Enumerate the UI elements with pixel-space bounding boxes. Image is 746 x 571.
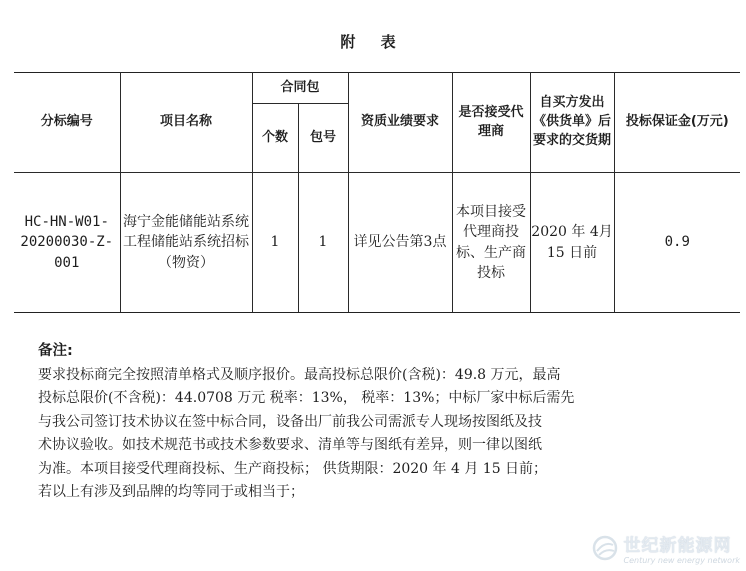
page-title: 附 表 [340, 33, 406, 51]
remarks-section [38, 340, 708, 505]
watermark-en: Century new energy network [623, 556, 740, 565]
remarks-line: 要求投标商完全按照清单格式及顺序报价。最高投标总限价(含税)：49.8 万元，最高 [38, 366, 561, 383]
bid-lot-table [14, 72, 740, 313]
table-header-row [14, 73, 740, 104]
header-count: 个数 [252, 104, 298, 173]
header-project-name: 项目名称 [120, 73, 252, 173]
cell-delivery: 2020 年 4月 15 日前 [530, 173, 614, 313]
cell-project-name: 海宁金能储能站系统工程储能站系统招标（物资） [120, 173, 252, 313]
cell-qualification: 详见公告第3点 [348, 173, 452, 313]
header-delivery: 自买方发出《供货单》后要求的交货期 [530, 73, 614, 173]
cell-pack-no: 1 [298, 173, 348, 313]
watermark [592, 531, 740, 565]
watermark-cn: 世纪新能源网 [623, 536, 732, 556]
remarks-title: 备注: [38, 343, 73, 359]
header-contract-pack: 合同包 [252, 73, 348, 104]
cell-deposit: 0.9 [614, 173, 740, 313]
header-qualification: 资质业绩要求 [348, 73, 452, 173]
remarks-line: 与我公司签订技术协议在签中标合同，设备出厂前我公司需派专人现场按图纸及技 [38, 413, 542, 430]
remarks-line: 投标总限价(不含税)：44.0708 万元 税率：13%， 税率：13%；中标厂家中标后需先 [38, 390, 575, 406]
remarks-line: 若以上有涉及到品牌的均等同于或相当于； [38, 484, 304, 500]
cell-agent: 本项目接受代理商投标、生产商投标 [452, 173, 530, 313]
header-deposit: 投标保证金(万元) [614, 73, 740, 173]
header-pack-no: 包号 [298, 104, 348, 173]
table-row [14, 173, 740, 313]
remarks-line: 术协议验收。如技术规范书或技术参数要求、清单等与图纸有差异，则一律以图纸 [38, 437, 542, 453]
cell-count: 1 [252, 173, 298, 313]
header-agent: 是否接受代理商 [452, 73, 530, 173]
globe-logo-icon [592, 535, 618, 561]
cell-lot-no: HC-HN-W01-20200030-Z-001 [14, 173, 120, 313]
remarks-line: 为准。本项目接受代理商投标、生产商投标； 供货期限：2020 年 4 月 15 日前； [38, 460, 548, 477]
header-lot-no: 分标编号 [14, 73, 120, 173]
